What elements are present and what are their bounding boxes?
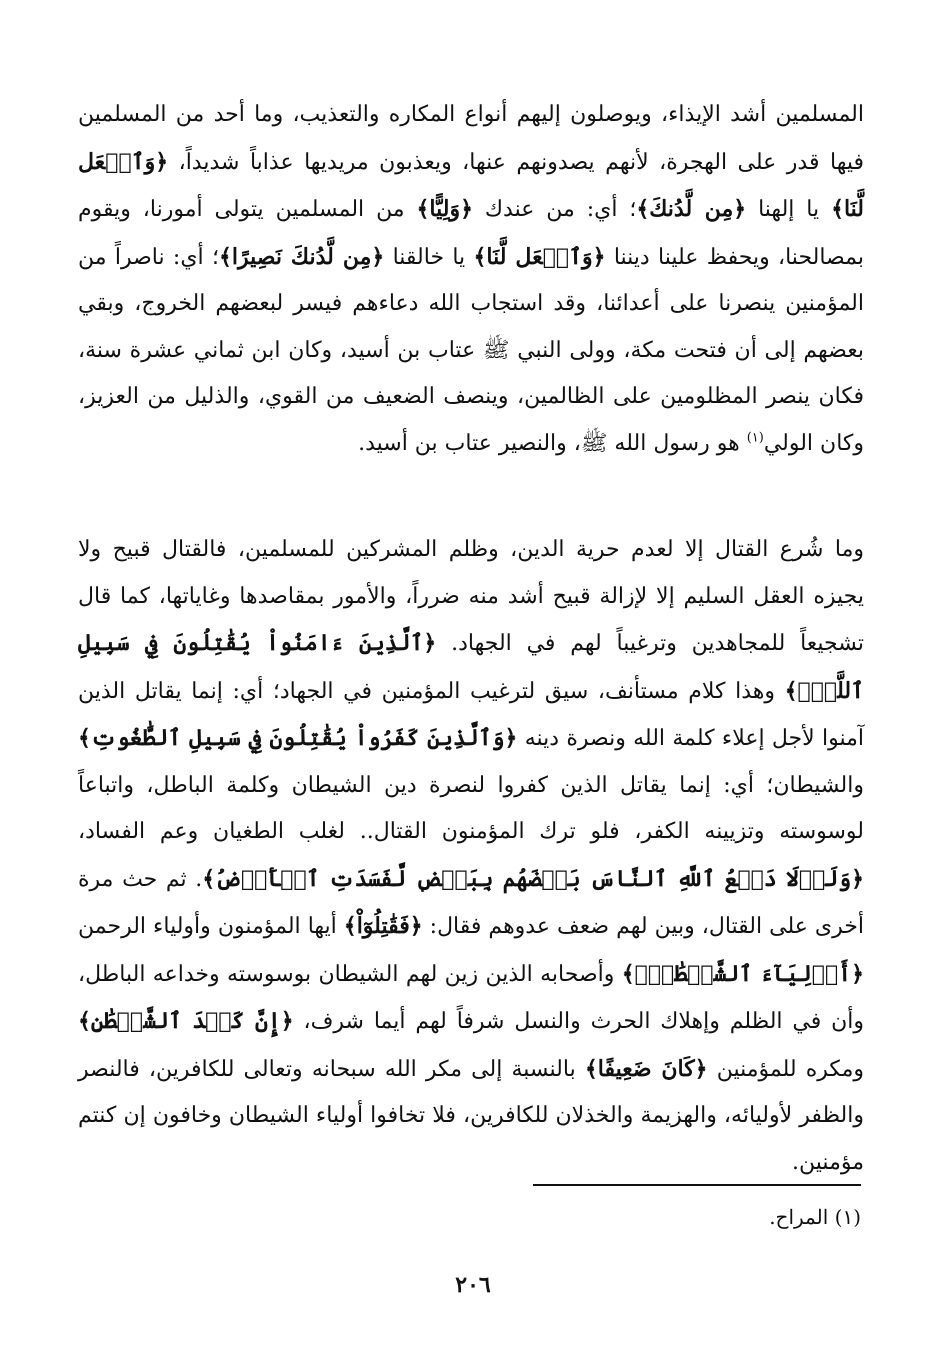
quran-quote: ﴿أَوۡلِيَآءَ ٱلشَّيۡطَٰنِۖ﴾: [621, 960, 864, 987]
quran-quote: ﴿كَانَ ضَعِيفًا﴾: [584, 1055, 708, 1082]
quran-quote: ﴿وَٱجۡعَل لَّنَا﴾: [473, 243, 606, 270]
page-body: [78, 92, 864, 1186]
quran-quote: ﴿فَقَٰتِلُوٓاْ﴾: [343, 913, 423, 939]
text-span: يا إلهنا: [746, 197, 832, 222]
quran-quote: ﴿مِن لَّدُنكَ نَصِيرًا﴾: [218, 243, 385, 270]
text-span: هو رسول الله ﷺ، والنصير عتاب بن أسيد.: [358, 430, 747, 456]
text-span: . ثم حث مرة أخرى على القتال، وبين لهم ضعف عدوهم فقال:: [78, 866, 864, 939]
text-span: يا خالقنا: [384, 244, 474, 270]
text-span: أيها المؤمنون وأولياء الرحمن: [78, 914, 344, 939]
quran-quote: ﴿وَلَوۡلَا دَفۡعُ ٱللَّهِ ٱلنَّاسَ بَعۡضَهُم بِبَعۡضٖ لَّفَسَدَتِ ٱلۡأَرۡضُ﴾: [202, 865, 864, 892]
text-span: بالنسبة إلى مكر الله سبحانه وتعالى للكافرين، فالنصر والظفر لأوليائه، والهزيمة والخذلان للكافرين، فلا تخافوا أولياء الشيطان وخافون إن كنتم مؤمنين.: [78, 1056, 864, 1175]
paragraph-1: [78, 92, 864, 467]
text-span: والشيطان؛ أي: إنما يقاتل الذين كفروا لنصرة دين الشيطان وكلمة الباطل، واتباعاً لوسوسته وتزيينه الكفر، فلو ترك المؤمنون القتال.. لغلب الطغيان وعم الفساد،: [78, 772, 864, 844]
paragraph-2: [78, 527, 864, 1186]
quran-quote: ﴿مِن لَّدُنكَ﴾: [636, 196, 747, 222]
footnote: [769, 1202, 861, 1232]
text-span: وما شُرع القتال إلا لعدم حرية الدين، وظلم المشركين للمسلمين، فالقتال قبيح ولا يجيزه العقل السليم إلا لإزالة قبيح أشد منه ضرراً، والأمور بمقاصدها وغاياتها، كما قال تشجيعاً للمجاهدين وترغيباً لهم في الجهاد.: [78, 537, 864, 656]
quran-quote: ﴿وَٱجۡعَل لَّنَا﴾: [78, 148, 864, 222]
text-span: ؛ أي: من عندك: [472, 197, 637, 222]
quran-quote: ﴿وَلِيًّا﴾: [416, 196, 473, 222]
text-span: من المسلمين يتولى أمورنا، ويقوم بمصالحنا، ويحفظ علينا ديننا: [78, 197, 864, 270]
footnote-reference: (١): [746, 430, 764, 446]
quran-quote: ﴿ٱلَّذِينَ ءَامَنُواْ يُقَٰتِلُونَ فِي سَبِيلِ ٱللَّهِۖ﴾: [78, 630, 864, 704]
footnote-marker: (١): [834, 1205, 861, 1229]
text-span: وهذا كلام مستأنف، سيق لترغيب المؤمنين في الجهاد؛ أي: إنما يقاتل الذين آمنوا لأجل إعلاء كلمة الله ونصرة دينه: [78, 678, 864, 751]
text-span: ومكره للمؤمنين: [707, 1056, 864, 1082]
quran-quote: ﴿وَٱلَّذِينَ كَفَرُواْ يُقَٰتِلُونَ فِي سَبِيلِ ٱلطَّٰغُوتِ﴾: [78, 725, 518, 751]
text-span: ؛ أي: ناصراً من المؤمنين ينصرنا على أعدائنا، وقد استجاب الله دعاءهم فيسر لبعضهم الخروج، وبقي بعضهم إلى أن فتحت مكة، وولى النبي ﷺ عتاب بن أسيد، وكان ابن ثماني عشرة سنة، فكان ينصر المظلومين على الظالمين، وينصف الضعيف من القوي، والذليل من العزيز، وكان الولي: [78, 244, 864, 456]
quran-quote: ﴿إِنَّ كَيۡدَ ٱلشَّيۡطَٰنِ﴾: [78, 1008, 294, 1034]
page-number: ٢٠٦: [455, 1272, 491, 1298]
footnote-divider: [533, 1184, 861, 1186]
text-span: وأصحابه الذين زين لهم الشيطان بوسوسته وخداعه الباطل، وأن في الظلم وإهلاك الحرث والنسل شرفاً لهم أيما شرف،: [78, 961, 864, 1034]
footnote-text: المراح.: [769, 1205, 829, 1229]
text-span: المسلمين أشد الإيذاء، ويوصلون إليهم أنواع المكاره والتعذيب، وما أحد من المسلمين فيها قدر على الهجرة، لأنهم يصدونهم عنها، ويعذبون مريديها عذاباً شديداً،: [78, 102, 864, 175]
